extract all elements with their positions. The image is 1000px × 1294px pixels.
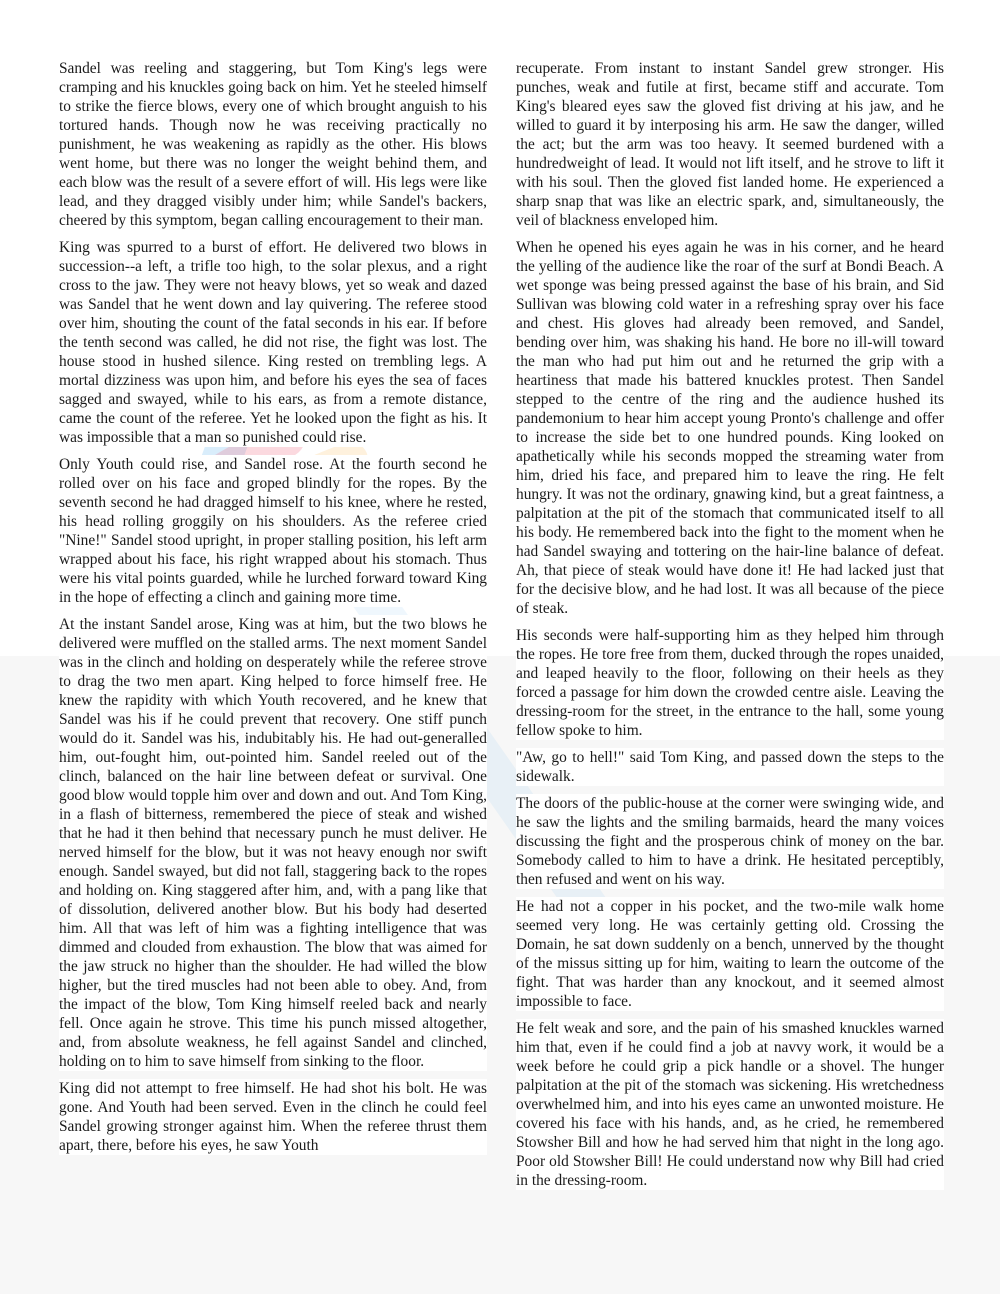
left-column <box>59 59 487 1198</box>
right-column <box>516 59 944 1198</box>
paragraph: The doors of the public-house at the corner were swinging wide, and he saw the lights and the smiling barmaids, heard the many voices discussing the fight and the prosperous chink of money on the bar. Somebody called to him to have a drink. He hesitated perceptibly, then refused and went on his way. <box>516 795 944 888</box>
paragraph: Only Youth could rise, and Sandel rose. At the fourth second he rolled over on his face and groped blindly for the ropes. By the seventh second he had dragged himself to his knee, where he rested, his head rolling groggily on his shoulders. As the referee cried "Nine!" Sandel stood upright, in proper stalling position, his left arm wrapped about his face, his right wrapped about his stomach. Thus were his vital points guarded, while he lurched forward toward King in the hope of effecting a clinch and gaining more time. <box>59 456 487 606</box>
document-page <box>59 59 944 1198</box>
paragraph: Sandel was reeling and staggering, but Tom King's legs were cramping and his knuckles going back on him. Yet he steeled himself to strike the fierce blows, every one of which brought anguish to his tortured hands. Though now he was receiving practically no punishment, he was weakening as rapidly as the other. His blows went home, but there was no longer the weight behind them, and each blow was the result of a severe effort of will. His legs were like lead, and they dragged visibly under him; while Sandel's backers, cheered by this symptom, began calling encouragement to their man. <box>59 60 487 229</box>
paragraph: recuperate. From instant to instant Sandel grew stronger. His punches, weak and futile at first, became stiff and accurate. Tom King's bleared eyes saw the gloved fist driving at his jaw, and he willed to guard it by interposing his arm. He saw the danger, willed the act; but the arm was too heavy. It seemed burdened with a hundredweight of lead. It would not lift itself, and he strove to lift it with his soul. Then the gloved fist landed home. He experienced a sharp snap that was like an electric spark, and, simultaneously, the veil of blackness enveloped him. <box>516 60 944 229</box>
paragraph: King was spurred to a burst of effort. He delivered two blows in succession--a left, a trifle too high, to the solar plexus, and a right cross to the jaw. They were not heavy blows, yet so weak and dazed was Sandel that he went down and lay quivering. The referee stood over him, shouting the count of the fatal seconds in his ear. If before the tenth second was called, he did not rise, the fight was lost. The house stood in hushed silence. King rested on trembling legs. A mortal dizziness was upon him, and before his eyes the sea of faces sagged and swayed, while to his ears, as from a remote distance, came the count of the referee. Yet he looked upon the fight as his. It was impossible that a man so punished could rise. <box>59 239 487 446</box>
paragraph: His seconds were half-supporting him as they helped him through the ropes. He tore free from them, ducked through the ropes unaided, and leaped heavily to the floor, following on their heels as they forced a passage for him down the crowded centre aisle. Leaving the dressing-room for the street, in the entrance to the hall, some young fellow spoke to him. <box>516 627 944 739</box>
paragraph: He felt weak and sore, and the pain of his smashed knuckles warned him that, even if he could find a job at navvy work, it would be a week before he could grip a pick handle or a shovel. The hunger palpitation at the pit of the stomach was sickening. His wretchedness overwhelmed him, and into his eyes came an unwonted moisture. He covered his face with his hands, and, as he cried, he remembered Stowsher Bill and how he had served him that night in the long ago. Poor old Stowsher Bill! He could understand now why Bill had cried in the dressing-room. <box>516 1020 944 1189</box>
paragraph: "Aw, go to hell!" said Tom King, and passed down the steps to the sidewalk. <box>516 749 944 785</box>
paragraph: King did not attempt to free himself. He had shot his bolt. He was gone. And Youth had been served. Even in the clinch he could feel Sandel growing stronger against him. When the referee thrust them apart, there, before his eyes, he saw Youth <box>59 1080 487 1154</box>
paragraph: When he opened his eyes again he was in his corner, and he heard the yelling of the audience like the roar of the surf at Bondi Beach. A wet sponge was being pressed against the base of his brain, and Sid Sullivan was blowing cold water in a refreshing spray over his face and chest. His gloves had already been removed, and Sandel, bending over him, was shaking his hand. He bore no ill-will toward the man who had put him out and he returned the grip with a heartiness that made his battered knuckles protest. Then Sandel stepped to the centre of the ring and the audience hushed its pandemonium to hear him accept young Pronto's challenge and offer to increase the side bet to one hundred pounds. King looked on apathetically while his seconds mopped the streaming water from him, dried his face, and prepared him to leave the ring. He felt hungry. It was not the ordinary, gnawing kind, but a great faintness, a palpitation at the pit of the stomach that communicated itself to all his body. He remembered back into the fight to the moment when he had Sandel swaying and tottering on the hair-line balance of defeat. Ah, that piece of steak would have done it! He had lacked just that for the decisive blow, and he had lost. It was all because of the piece of steak. <box>516 239 944 617</box>
paragraph: He had not a copper in his pocket, and the two-mile walk home seemed very long. He was certainly getting old. Crossing the Domain, he sat down suddenly on a bench, unnerved by the thought of the missus sitting up for him, waiting to learn the outcome of the fight. That was harder than any knockout, and it seemed almost impossible to face. <box>516 898 944 1010</box>
paragraph: At the instant Sandel arose, King was at him, but the two blows he delivered were muffled on the stalled arms. The next moment Sandel was in the clinch and holding on desperately while the referee strove to drag the two men apart. King helped to force himself free. He knew the rapidity with which Youth recovered, and he knew that Sandel was his if he could prevent that recovery. One stiff punch would do it. Sandel was his, indubitably his. He had out-generalled him, out-fought him, out-pointed him. Sandel reeled out of the clinch, balanced on the hair line between defeat or survival. One good blow would topple him over and down and out. And Tom King, in a flash of bitterness, remembered the piece of steak and wished that he had it then behind that necessary punch he must deliver. He nerved himself for the blow, but it was not heavy enough nor swift enough. Sandel swayed, but did not fall, staggering back to the ropes and holding on. King staggered after him, and, with a pang like that of dissolution, delivered another blow. But his body had deserted him. All that was left of him was a fighting intelligence that was dimmed and clouded from exhaustion. The blow that was aimed for the jaw struck no higher than the shoulder. He had willed the blow higher, but the tired muscles had not been able to obey. And, from the impact of the blow, Tom King himself reeled back and nearly fell. Once again he strove. This time his punch missed altogether, and, from absolute weakness, he fell against Sandel and clinched, holding on to him to save himself from sinking to the floor. <box>59 616 487 1070</box>
